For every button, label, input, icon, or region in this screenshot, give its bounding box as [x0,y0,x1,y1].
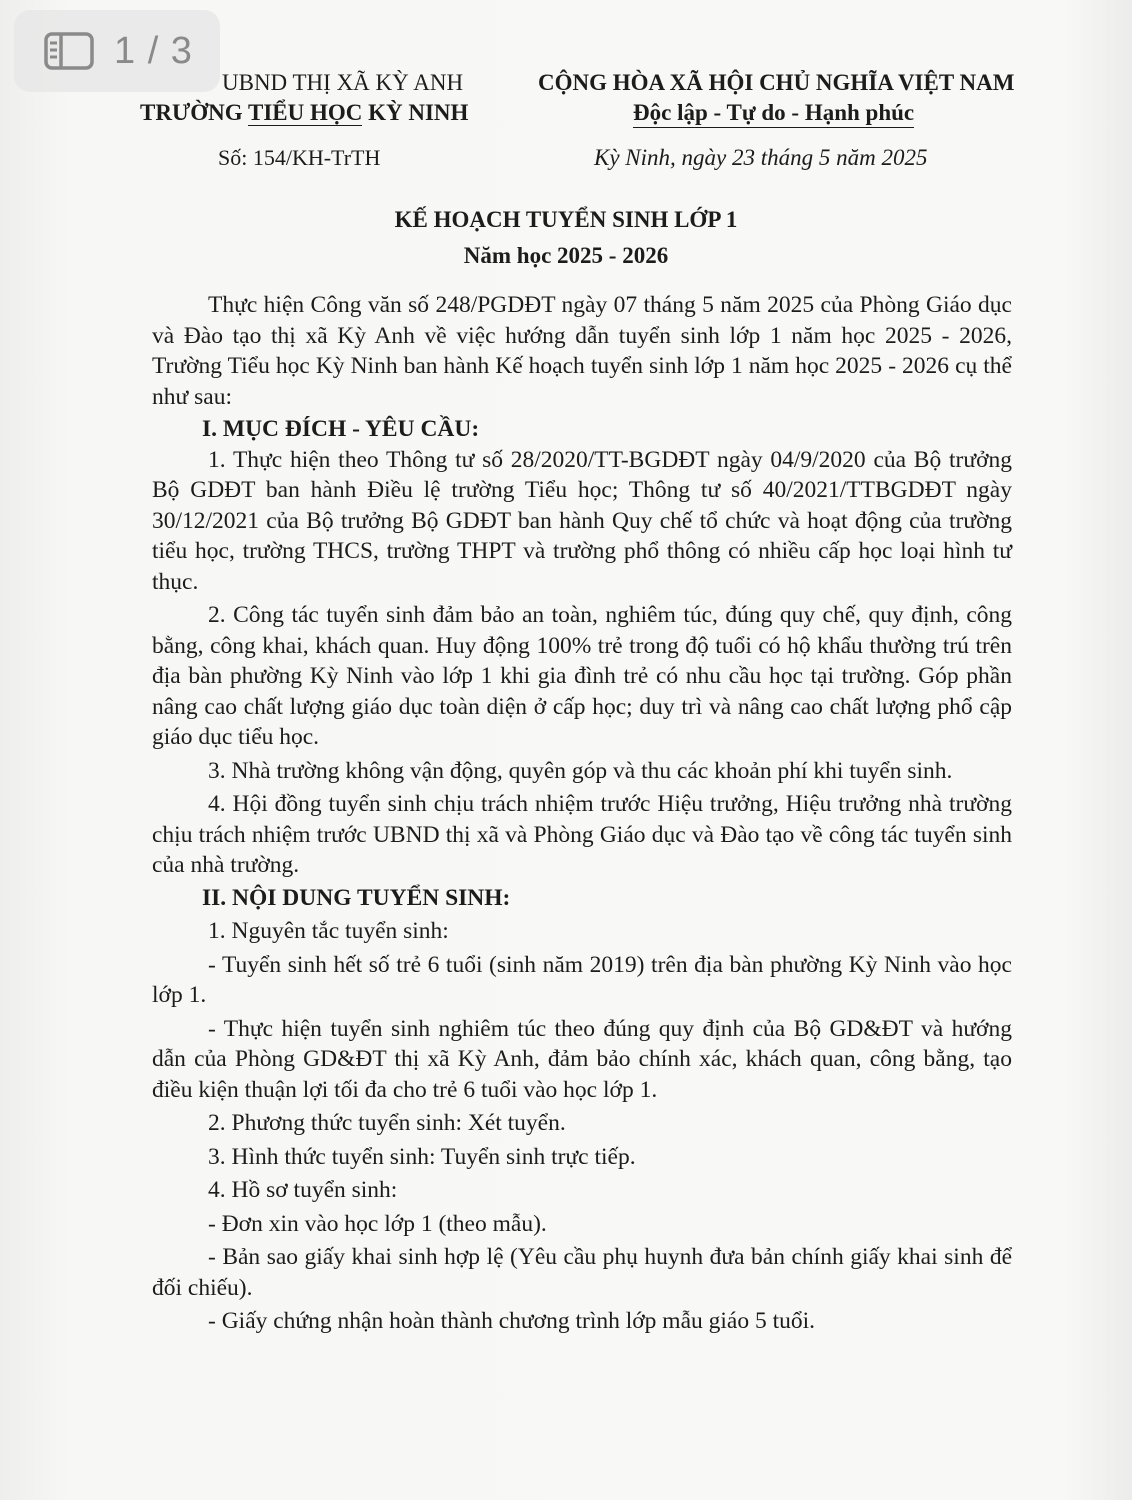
list-item: - Thực hiện tuyển sinh nghiêm túc theo đúng quy định của Bộ GD&ĐT và hướng dẫn của Phòng GD&ĐT thị xã Kỳ Anh, đảm bảo chính xác, khách quan, công bằng, tạo điều kiện thuận lợi tối đa cho trẻ 6 tuổi vào học lớp 1. [152,1015,1012,1103]
list-item: - Tuyển sinh hết số trẻ 6 tuổi (sinh năm 2019) trên địa bàn phường Kỳ Ninh vào học lớp 1. [152,951,1012,1008]
list-item: 4. Hồ sơ tuyển sinh: [208,1177,398,1203]
school-name-suffix: KỲ NINH [362,100,469,125]
list-item: - Bản sao giấy khai sinh hợp lệ (Yêu cầu phụ huynh đưa bản chính giấy khai sinh để đối chiếu). [152,1244,1012,1301]
document-body [152,290,1012,1337]
school-name [140,100,468,126]
list-item: 1. Nguyên tắc tuyển sinh: [208,918,449,944]
national-title: CỘNG HÒA XÃ HỘI CHỦ NGHĨA VIỆT NAM [538,70,1015,95]
list-item: 2. Phương thức tuyển sinh: Xét tuyển. [208,1110,566,1136]
section-heading: I. MỤC ĐÍCH - YÊU CẦU: [202,416,480,442]
intro-paragraph: Thực hiện Công văn số 248/PGDĐT ngày 07 tháng 5 năm 2025 của Phòng Giáo dục và Đào tạo thị xã Kỳ Anh về việc hướng dẫn tuyển sinh lớp 1 năm học 2025 - 2026, Trường Tiểu học Kỳ Ninh ban hành Kế hoạch tuyển sinh lớp 1 năm học 2025 - 2026 cụ thể như sau: [152,292,1012,410]
national-motto: Độc lập - Tự do - Hạnh phúc [633,100,914,128]
page-counter: 1 / 3 [114,29,193,72]
list-item: 3. Nhà trường không vận động, quyên góp và thu các khoản phí khi tuyển sinh. [208,757,953,784]
document-date: Kỳ Ninh, ngày 23 tháng 5 năm 2025 [594,145,928,170]
school-name-underlined: TIỂU HỌC [247,100,363,125]
list-item: 1. Thực hiện theo Thông tư số 28/2020/TT-BGDĐT ngày 04/9/2020 của Bộ trưởng Bộ GDĐT ban hành Điều lệ trường Tiểu học; Thông tư số 40/2021/TTBGDĐT ngày 30/12/2021 của Bộ trưởng Bộ GDĐT ban hành Quy chế tổ chức và hoạt động của trường tiểu học, trường THCS, trường THPT và trường phổ thông có nhiều cấp học loại hình tư thục. [152,446,1012,595]
list-item: - Đơn xin vào học lớp 1 (theo mẫu). [208,1210,547,1237]
sidebar-panel-icon[interactable] [44,32,94,70]
list-item: 2. Công tác tuyển sinh đảm bảo an toàn, nghiêm túc, đúng quy chế, quy định, công bằng, công khai, khách quan. Huy động 100% trẻ trong độ tuổi có hộ khẩu thường trú trên địa bàn phường Kỳ Ninh vào lớp 1 khi gia đình trẻ có nhu cầu học tại trường. Góp phần nâng cao chất lượng giáo dục toàn diện ở cấp học; duy trì và nâng cao chất lượng phổ cập giáo dục tiểu học. [152,602,1012,750]
school-name-prefix: TRƯỜNG [140,100,248,125]
section-heading: II. NỘI DUNG TUYỂN SINH: [202,884,511,911]
list-item: 4. Hội đồng tuyển sinh chịu trách nhiệm trước Hiệu trưởng, Hiệu trưởng nhà trường chịu trách nhiệm trước UBND thị xã và Phòng Giáo dục và Đào tạo về công tác tuyển sinh của nhà trường. [152,791,1012,878]
list-item: 3. Hình thức tuyển sinh: Tuyển sinh trực tiếp. [208,1143,636,1170]
list-item: - Giấy chứng nhận hoàn thành chương trình lớp mẫu giáo 5 tuổi. [208,1308,816,1334]
document-subtitle: Năm học 2025 - 2026 [463,243,669,268]
document-number: Số: 154/KH-TrTH [218,145,381,170]
document-title: KẾ HOẠCH TUYỂN SINH LỚP 1 [394,207,738,232]
page-indicator[interactable] [14,10,220,92]
issuing-authority: UBND THỊ XÃ KỲ ANH [222,70,464,95]
